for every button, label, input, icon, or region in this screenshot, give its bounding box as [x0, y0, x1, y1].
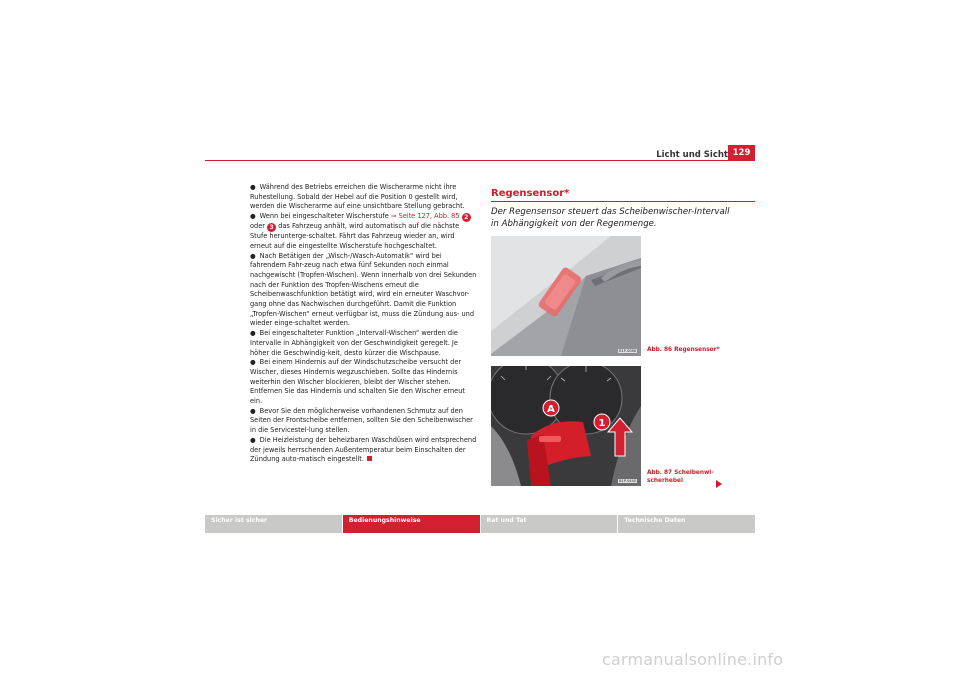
- figure-code: B1P-0086: [619, 349, 636, 353]
- section-title: Regensensor*: [491, 188, 570, 199]
- figure-wiper-lever: [491, 366, 641, 486]
- bullet-icon: ●: [250, 435, 256, 444]
- callout-1-label: 1: [598, 418, 606, 429]
- figure-caption: Abb. 86 Regensensor*: [647, 347, 720, 353]
- callout-a-label: A: [547, 404, 555, 415]
- footer-tab-bedienungshinweise[interactable]: Bedienungshinweise: [343, 515, 480, 533]
- footer-nav: [205, 515, 755, 533]
- figure-caption: Abb. 87 Scheibenwi- scherhebel: [647, 470, 714, 484]
- figure-rain-sensor: [491, 236, 641, 356]
- bullet-icon: ●: [250, 183, 256, 191]
- wiper-lever-illustration: [491, 366, 641, 486]
- figure-code: B1P-0440: [619, 479, 636, 483]
- position-3-badge: 3: [267, 223, 276, 232]
- section-end-marker: [367, 456, 372, 461]
- watermark: carmanualsonline.info: [602, 650, 784, 669]
- page-number: 129: [728, 145, 755, 161]
- bullet-icon: ●: [250, 358, 256, 367]
- bullet-item: ● Bei einem Hindernis auf der Windschutzscheibe versucht der Wischer, dieses Hindernis wegzuschieben. Sollte das Hindernis weiterhin den Wischer blockieren, bleibt der Wischer stehen. Entfernen Sie das Hindernis und schalten Sie den Wischer erneut ein.: [250, 358, 466, 406]
- bullet-item: ● Die Heizleistung der beheizbaren Waschdüsen wird entsprechend der jeweils herrschenden Außentemperatur beim Einschalten der Zündung auto-matisch eingestellt.: [250, 435, 477, 464]
- bullet-icon: ●: [250, 406, 256, 415]
- bullet-item: ● Während des Betriebs erreichen die Wischerarme nicht ihre Ruhestellung. Sobald der Hebel auf die Position 0 gestellt wird, werden die Wischerarme auf eine unsichtbare Stellung gebracht.: [250, 183, 465, 211]
- section-subtitle: Der Regensensor steuert das Scheibenwischer-Intervall in Abhängigkeit von der Regenmenge.: [491, 207, 730, 229]
- footer-tab-rat-und-tat[interactable]: Rat und Tat: [481, 515, 618, 533]
- section-rule: [491, 201, 755, 202]
- left-column: [250, 183, 478, 465]
- bullet-item: ● Bevor Sie den möglicherweise vorhandenen Schmutz auf den Seiten der Frontscheibe entfernen, sollten Sie den Scheibenwischer in die Servicestel-lung stellen.: [250, 406, 473, 435]
- next-page-arrow-icon: [716, 480, 722, 488]
- header-rule: [205, 160, 755, 161]
- footer-tab-sicher-ist-sicher[interactable]: Sicher ist sicher: [205, 515, 342, 533]
- cross-reference-link[interactable]: ⇒ Seite 127, Abb. 85: [390, 212, 460, 221]
- bullet-item: ● Wenn bei eingeschalteter Wischerstufe ⇒ Seite 127, Abb. 85 2 oder 3 das Fahrzeug anhält, wird automatisch auf die nächste Stufe herunterge-schaltet. Fährt das Fahrzeug wieder an, wird erneut auf die eingestellte Wischerstufe hochgeschaltet.: [250, 212, 478, 251]
- bullet-item: ● Bei eingeschalteter Funktion „Intervall-Wischen“ werden die Intervalle in Abhängigkeit von der Geschwindigkeit geregelt. Je höher die Geschwindig-keit, desto kürzer die Wischpause.: [250, 329, 458, 357]
- bullet-icon: ●: [250, 251, 256, 260]
- bullet-icon: ●: [250, 329, 256, 338]
- bullet-icon: ●: [250, 212, 256, 221]
- rain-sensor-illustration: [491, 236, 641, 356]
- page-header-title: Licht und Sicht: [656, 150, 728, 160]
- position-2-badge: 2: [462, 213, 471, 222]
- bullet-item: ● Nach Betätigen der „Wisch-/Wasch-Automatik“ wird bei fahrendem Fahr-zeug nach etwa fünf Sekunden noch einmal nachgewischt (Tropfen-Wischen). Wenn innerhalb von drei Sekunden nach der Funktion des Tropfen-Wischens erneut die Scheibenwaschfunktion betätigt wird, wird ein erneuter Waschvor-gang ohne das Nachwischen durchgeführt. Damit die Funktion „Tropfen-Wischen“ erneut verfügbar ist, muss die Zündung aus- und wieder einge-schaltet werden.: [250, 251, 477, 328]
- footer-tab-technische-daten[interactable]: Technische Daten: [618, 515, 755, 533]
